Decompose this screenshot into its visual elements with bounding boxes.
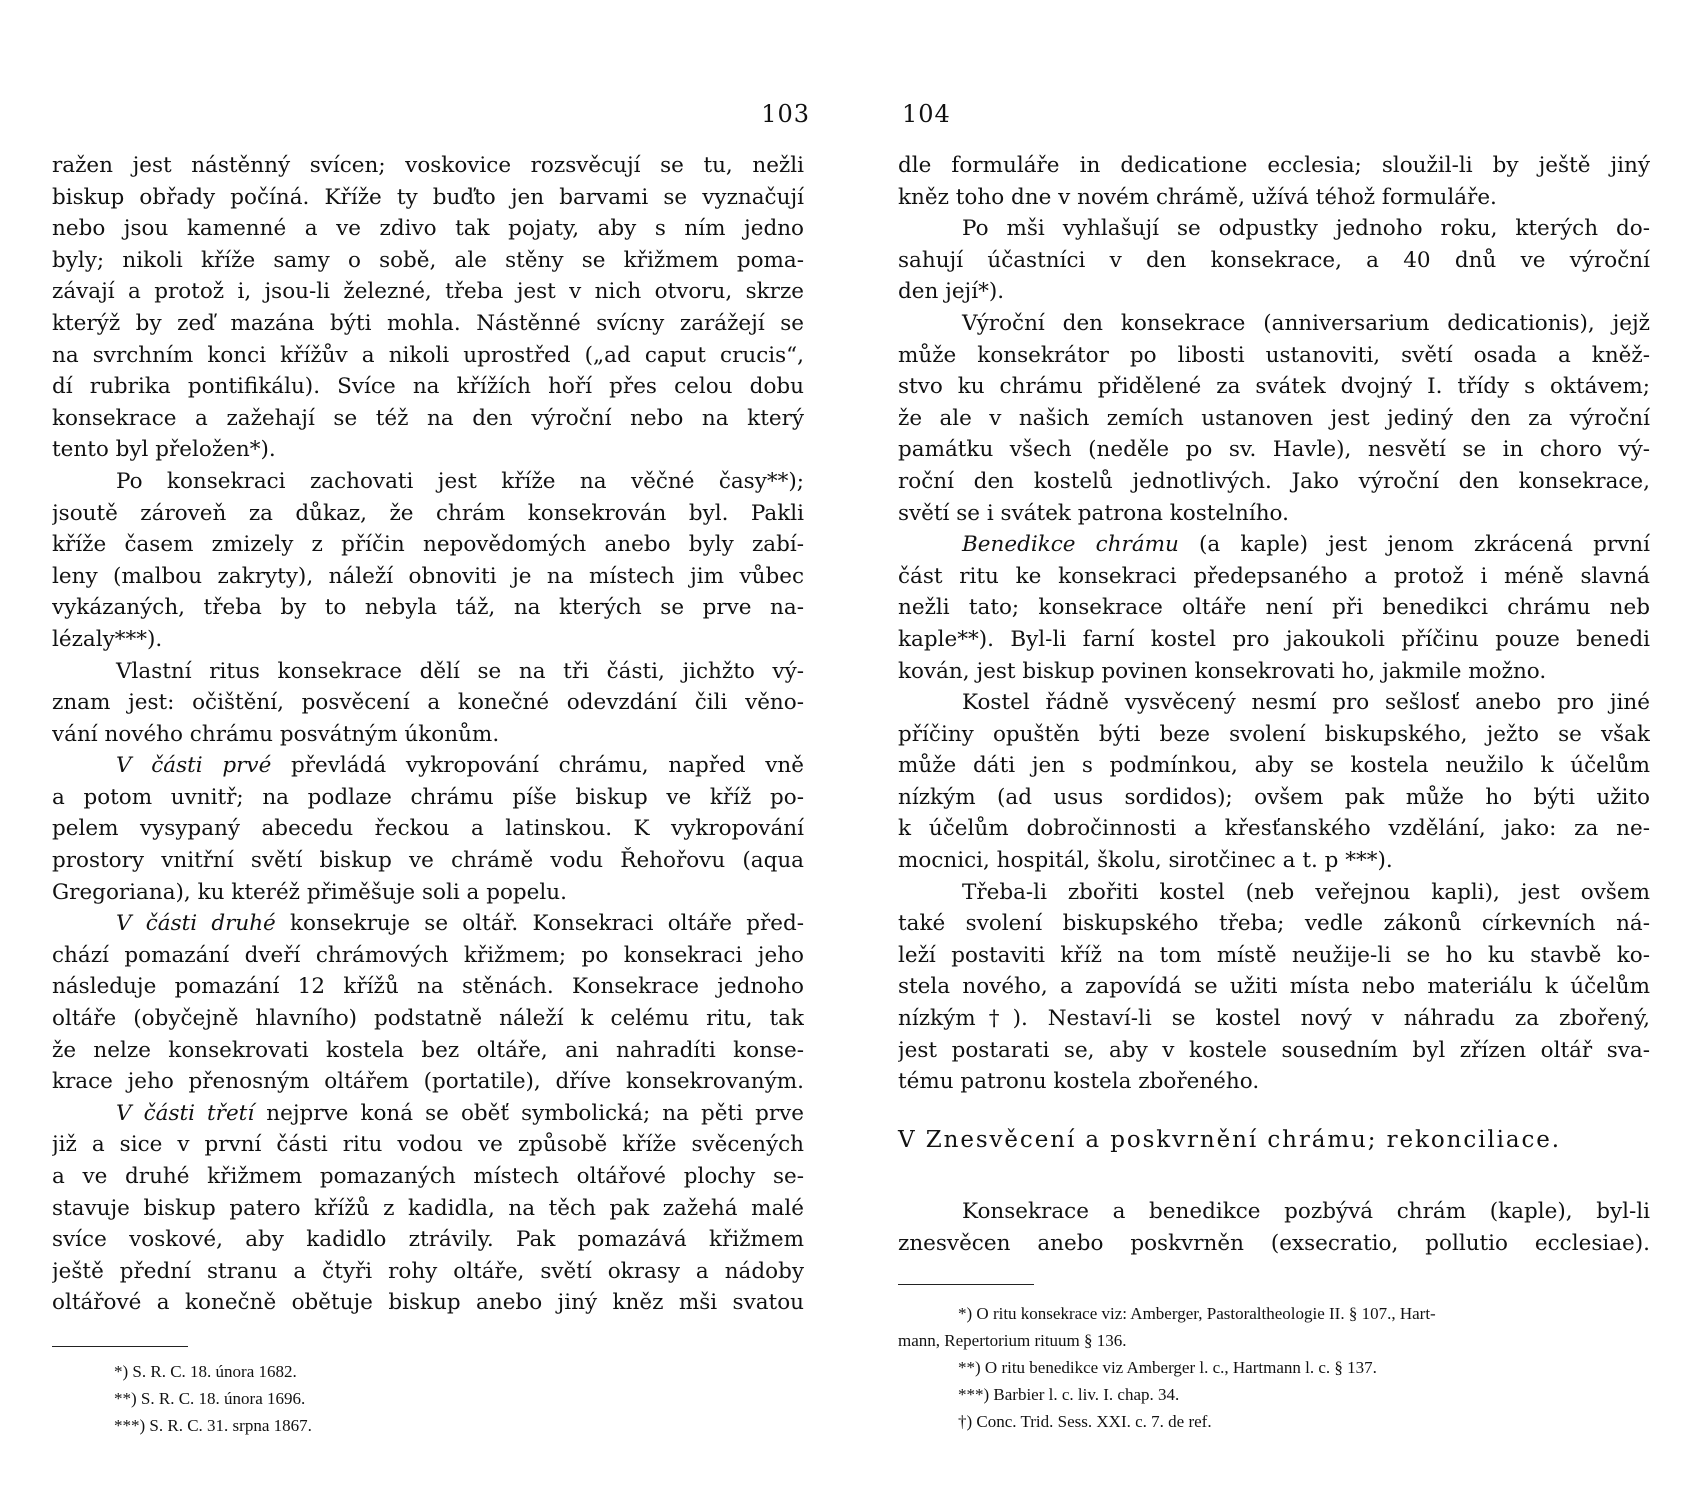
text-line: kněz toho dne v novém chrámě, užívá téhož formuláře. xyxy=(898,184,1497,210)
text-line: stvo ku chrámu přidělené za svátek dvojný I. třídy s oktávem; xyxy=(898,374,1650,400)
text-line: Výroční den konsekrace (anniversarium dedicationis), jejž xyxy=(962,310,1650,336)
footnote: ***) Barbier l. c. liv. I. chap. 34. xyxy=(958,1385,1180,1404)
text-line: na svrchním konci křížův a nikoli uprostřed („ad caput crucis“, xyxy=(52,342,804,368)
text-line: byly; nikoli kříže samy o sobě, ale stěny se křižmem poma- xyxy=(52,247,804,273)
text-line: kován, jest biskup povinen konsekrovati ho, jakmile možno. xyxy=(898,658,1547,684)
text-line: oltáře (obyčejně hlavního) podstatně náleží k celému ritu, tak xyxy=(52,1006,804,1032)
text-line: k účelům dobročinnosti a křesťanského vzdělání, jako: za ne- xyxy=(898,816,1650,842)
text-line: stela nového, a zapovídá se užiti místa nebo materiálu k účelům xyxy=(898,974,1650,1000)
text-line: již a sice v první části ritu vodou ve způsobě kříže svěcených xyxy=(52,1132,804,1158)
text-line: krace jeho přenosným oltářem (portatile), dříve konsekrovaným. xyxy=(52,1069,804,1095)
text-line: vání nového chrámu posvátným úkonům. xyxy=(52,721,500,747)
right-footnotes xyxy=(898,1300,1650,1435)
section-body-text xyxy=(898,1196,1650,1259)
text-line: znam jest: očištění, posvěcení a konečné odevzdání čili věno- xyxy=(52,690,804,716)
text-line: může konsekrátor po libosti ustanoviti, světí osada a kněž- xyxy=(898,342,1650,368)
italic-phrase: V části druhé xyxy=(116,911,276,937)
text-line: leží postaviti kříž na tom místě neužije-li se ho ku stavbě ko- xyxy=(898,942,1650,968)
footnote-rule xyxy=(898,1284,1034,1285)
page-number: 104 xyxy=(902,100,951,128)
text-line: sahují účastníci v den konsekrace, a 40 dnů ve výroční xyxy=(898,247,1650,273)
text-line: stavuje biskup patero křížů z kadidla, na těch pak zažehá malé xyxy=(52,1195,804,1221)
text-line: V části třetí nejprve koná se oběť symbolická; na pěti prve xyxy=(116,1100,804,1126)
text-line: a ve druhé křižmem pomazaných místech oltářové plochy se- xyxy=(52,1164,804,1189)
left-page xyxy=(52,0,810,1501)
left-footnotes xyxy=(114,1358,312,1439)
text-line: leny (malbou zakryty), náleží obnoviti je na místech jim vůbec xyxy=(52,563,804,589)
footnote: mann, Repertorium rituum § 136. xyxy=(898,1331,1127,1350)
text-line: Kostel řádně vysvěcený nesmí pro sešlosť anebo pro jiné xyxy=(962,690,1650,716)
right-page xyxy=(898,0,1650,1501)
text-line: následuje pomazání 12 křížů na stěnách. Konsekrace jednoho xyxy=(52,974,804,1000)
text-line: prostory vnitřní světí biskup ve chrámě vodu Řehořovu (aqua xyxy=(52,848,804,874)
text-line: nízkým (ad usus sordidos); ovšem pak může ho býti užito xyxy=(898,784,1650,810)
italic-phrase: V části prvé xyxy=(116,753,272,779)
text-line: chází pomazání dveří chrámových křižmem; po konsekraci jeho xyxy=(52,942,804,968)
footnote: *) S. R. C. 18. února 1682. xyxy=(114,1362,297,1381)
text-line: památku všech (neděle po sv. Havle), nesvětí se in choro vý- xyxy=(898,437,1650,463)
text-line: mocnici, hospitál, školu, sirotčinec a t. p ***). xyxy=(898,848,1393,874)
text-line: kaple**). Byl-li farní kostel pro jakoukoli příčinu pouze benedi xyxy=(898,626,1650,652)
text-line: Vlastní ritus konsekrace dělí se na tři části, jichžto vý- xyxy=(116,658,804,684)
text-line: také svolení biskupského třeba; vedle zákonů církevních ná- xyxy=(898,911,1650,937)
text-line: lézaly***). xyxy=(52,626,163,652)
left-body-text xyxy=(52,150,804,1319)
right-body-text xyxy=(898,150,1650,1098)
text-line: jest postarati se, aby v kostele sousedním byl zřízen oltář sva- xyxy=(898,1037,1650,1063)
section-heading: V Znesvěcení a poskvrnění chrámu; rekonciliace. xyxy=(898,1127,1561,1153)
text-line: Konsekrace a benedikce pozbývá chrám (kaple), byl-li xyxy=(962,1199,1650,1224)
text-line: vykázaných, třeba by to nebyla táž, na kterých se prve na- xyxy=(52,595,804,621)
text-line: jsoutě zároveň za důkaz, že chrám konsekrován byl. Pakli xyxy=(52,500,804,526)
text-line: kterýž by zeď mazána býti mohla. Nástěnné svícny zarážejí se xyxy=(52,310,804,336)
text-line: nízkým†). Nestaví-li se kostel nový v náhradu za zbořený, xyxy=(898,1006,1650,1032)
text-line: Po konsekraci zachovati jest kříže na věčné časy**); xyxy=(116,468,804,494)
text-line: dle formuláře in dedicatione ecclesia; sloužil-li by ještě jiný xyxy=(898,153,1650,178)
text-line: závají a protož i, jsou-li železné, třeba jest v nich otvoru, skrze xyxy=(52,279,804,305)
footnote: ***) S. R. C. 31. srpna 1867. xyxy=(114,1416,312,1435)
text-line: den její*). xyxy=(898,279,1005,305)
footnote-rule xyxy=(52,1346,188,1347)
text-line: světí se i svátek patrona kostelního. xyxy=(898,500,1289,526)
text-line: svíce voskové, aby kadidlo ztrávily. Pak pomazává křižmem xyxy=(52,1227,804,1253)
footnote: **) S. R. C. 18. února 1696. xyxy=(114,1389,306,1408)
italic-phrase: V části třetí xyxy=(116,1100,255,1126)
italic-phrase: Benedikce chrámu xyxy=(962,532,1179,558)
text-line: tento byl přeložen*). xyxy=(52,437,276,463)
text-line: Benedikce chrámu (a kaple) jest jenom zkrácená první xyxy=(962,532,1650,558)
text-line: roční den kostelů jednotlivých. Jako výroční den konsekrace, xyxy=(898,468,1650,494)
text-line: pelem vysypaný abecedu řeckou a latinskou. K vykropování xyxy=(52,816,804,842)
text-line: nebo jsou kamenné a ve zdivo tak pojaty, aby s ním jedno xyxy=(52,216,804,242)
text-line: část ritu ke konsekraci předepsaného a protož i méně slavná xyxy=(898,563,1650,589)
text-line: a potom uvnitř; na podlaze chrámu píše biskup ve kříž po- xyxy=(52,784,804,810)
text-line: že nelze konsekrovati kostela bez oltáře, ani nahradíti konse- xyxy=(52,1037,804,1063)
footnote: *) O ritu konsekrace viz: Amberger, Pastoraltheologie II. § 107., Hart- xyxy=(958,1304,1436,1323)
text-line: dí rubrika pontifikálu). Svíce na křížích hoří přes celou dobu xyxy=(52,374,804,400)
text-line: nežli tato; konsekrace oltáře není při benedikci chrámu neb xyxy=(898,595,1650,621)
text-line: konsekrace a zažehají se též na den výroční nebo na který xyxy=(52,405,804,431)
footnote: **) O ritu benedikce viz Amberger l. c., Hartmann l. c. § 137. xyxy=(958,1358,1377,1377)
page-number: 103 xyxy=(761,100,810,128)
text-line: tému patronu kostela zbořeného. xyxy=(898,1069,1260,1095)
text-line: V části prvé převládá vykropování chrámu, napřed vně xyxy=(116,753,804,779)
text-line: znesvěcen anebo poskvrněn (exsecratio, pollutio ecclesiae). xyxy=(898,1230,1650,1256)
text-line: Gregoriana), ku kteréž přiměšuje soli a popelu. xyxy=(52,879,567,905)
text-line: Po mši vyhlašují se odpustky jednoho roku, kterých do- xyxy=(962,216,1650,242)
text-line: může dáti jen s podmínkou, aby se kostela neužilo k účelům xyxy=(898,753,1650,779)
text-line: ražen jest nástěnný svícen; voskovice rozsvěcují se tu, nežli xyxy=(52,153,804,178)
text-line: kříže časem zmizely z příčin nepovědomých anebo byly zabí- xyxy=(52,532,804,558)
text-line: příčiny opuštěn býti beze svolení biskupského, ježto se však xyxy=(898,721,1650,747)
text-line: Třeba-li zbořiti kostel (neb veřejnou kapli), jest ovšem xyxy=(962,879,1650,905)
text-line: že ale v našich zemích ustanoven jest jediný den za výroční xyxy=(898,405,1650,431)
text-line: oltářové a konečně obětuje biskup anebo jiný kněz mši svatou xyxy=(52,1290,804,1316)
text-line: biskup obřady počíná. Kříže ty buďto jen barvami se vyznačují xyxy=(52,184,804,210)
footnote: †) Conc. Trid. Sess. XXI. c. 7. de ref. xyxy=(958,1412,1212,1431)
text-line: V části druhé konsekruje se oltář. Konsekraci oltáře před- xyxy=(116,911,804,937)
text-line: ještě přední stranu a čtyři rohy oltáře, světí okrasy a nádoby xyxy=(52,1258,804,1284)
